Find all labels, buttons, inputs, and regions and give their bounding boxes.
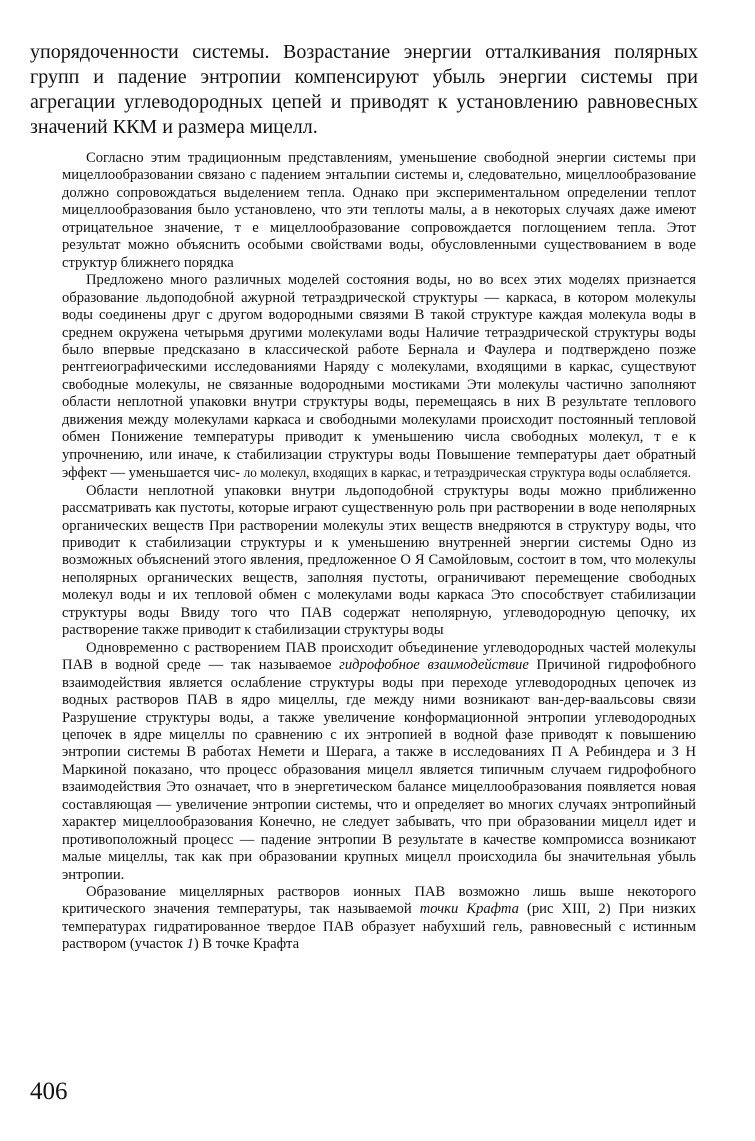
term-hydrophobic-interaction: гидрофобное взаимодействие — [339, 657, 529, 674]
paragraph-krafft-point — [62, 884, 696, 954]
term-krafft-point: точки Крафта — [419, 901, 519, 918]
paragraph-krafft-mid: (рис XIII, 2) При низких температурах гидратированное твердое ПАВ образует набухший гель, равновесный с истинным раствором (участок — [62, 901, 696, 953]
paragraph-nonpolar-dissolution: Области неплотной упаковки внутри льдоподобной структуры воды можно приближенно рассматривать как пустоты, которые играют существенную роль при растворении в воде неполярных органических веществ При растворении молекулы этих веществ внедряются в структуру воды, что приводит к стабилизации структуры и к уменьшению внутренней энергии системы Одно из возможных объяснений этого явления, предложенное О Я Самойловым, состоит в том, что молекулы неполярных органических веществ, заполняя пустоты, ограничивают перемещение свободных молекул воды и их тепловой обмен с молекулами воды каркаса Это способствует стабилизации структуры воды Ввиду того что ПАВ содержат неполярную, углеводородную цепочку, их растворение также приводит к стабилизации структуры воды — [62, 482, 696, 639]
paragraph-hydrophobic-post: Причиной гидрофобного взаимодействия является ослабление структуры воды при переходе углеводородных цепочек из водных растворов ПАВ в ядро мицеллы, где между ними возникают ван-дер-ваальсовы связи Разрушение структуры воды, а также увеличение конформационной энтропии углеводородных цепочек в ядре мицеллы по сравнению с их энтропией в водной фазе приводят к повышению энтропии системы В работах Немети и Шерага, а также в исследованиях П А Ребиндера и З Н Маркиной показано, что процесс образования мицелл является типичным случаем гидрофобного взаимодействия Это означает, что в энергетическом балансе мицеллообразования появляется новая составляющая — увеличение энтропии системы, что и определяет во многих случаях энтропийный характер мицеллообразования Конечно, не следует забывать, что при образовании мицелл идет и противоположный процесс — падение энтропии В результате в качестве компромисса возникают малые мицеллы, так как при образовании крупных мицелл происходила бы значительная убыль энтропии. — [62, 657, 696, 883]
paragraph-krafft-pre: Образование мицеллярных растворов ионных ПАВ возможно лишь выше некоторого критического значения температуры, так называемой — [62, 884, 696, 918]
paragraph-hydrophobic-pre: Одновременно с растворением ПАВ происходит объединение углеводородных частей молекулы ПАВ в водной среде — так называемое — [62, 639, 696, 674]
paragraph-enthalpy: Согласно этим традиционным представлениям, уменьшение свободной энергии системы при мицеллообразовании связано с падением энтальпии системы и, следовательно, мицеллообразование должно сопровождаться выделением тепла. Однако при экспериментальном определении теплот мицеллообразования было установлено, что эти теплоты малы, а в некоторых случаях даже имеют отрицательное значение, т е мицеллообразование сопровождается поглощением тепла. Этот результат можно объяснить особыми свойствами воды, обусловленными существованием в воде структур ближнего порядка — [62, 150, 696, 271]
paragraph-water-models-main: Предложено много различных моделей состояния воды, но во всех этих моделях признается образование льдоподобной ажурной тетраэдрической структуры — каркаса, в котором молекулы воды соединены друг с другом водородными связями В такой структуре каждая молекула воды в среднем окружена четырьмя другими молекулами воды Наличие тетраэдрической структуры воды было впервые предсказано в классической работе Бернала и Фаулера и подтверждено позже рентгеиографическими исследованиями Наряду с молекулами, входящими в каркас, существуют свободные молекулы, не связанные водородными мостиками Эти молекулы частично заполняют области неплотной упаковки внутри структуры воды, перемещаясь в них В результате теплового движения между молекулами каркаса и свободными молекулами происходит постоянный тепловой обмен Понижение температуры приводит к уменьшению числа свободных молекул, т е к упрочнению, или иначе, к стабилизации структуры воды Повышение температуры дает обратный эффект — уменьшается чис- — [62, 272, 696, 482]
body-text — [62, 150, 696, 954]
segment-label-1: 1 — [186, 936, 194, 953]
page-number: 406 — [30, 1078, 68, 1105]
intro-paragraph: упорядоченности системы. Возрастание энергии отталкивания полярных групп и падение энтропии компенсируют убыль энергии системы при агрегации углеводородных цепей и приводят к установлению равновесных значений ККМ и размера мицелл. — [30, 41, 698, 138]
paragraph-water-models-tail: ло молекул, входящих в каркас, и тетраэдрическая структура воды ослабляется. — [243, 465, 692, 481]
paragraph-water-models — [62, 272, 696, 482]
paragraph-krafft-post: ) В точке Крафта — [193, 936, 300, 953]
paragraph-hydrophobic-interaction — [62, 640, 696, 884]
